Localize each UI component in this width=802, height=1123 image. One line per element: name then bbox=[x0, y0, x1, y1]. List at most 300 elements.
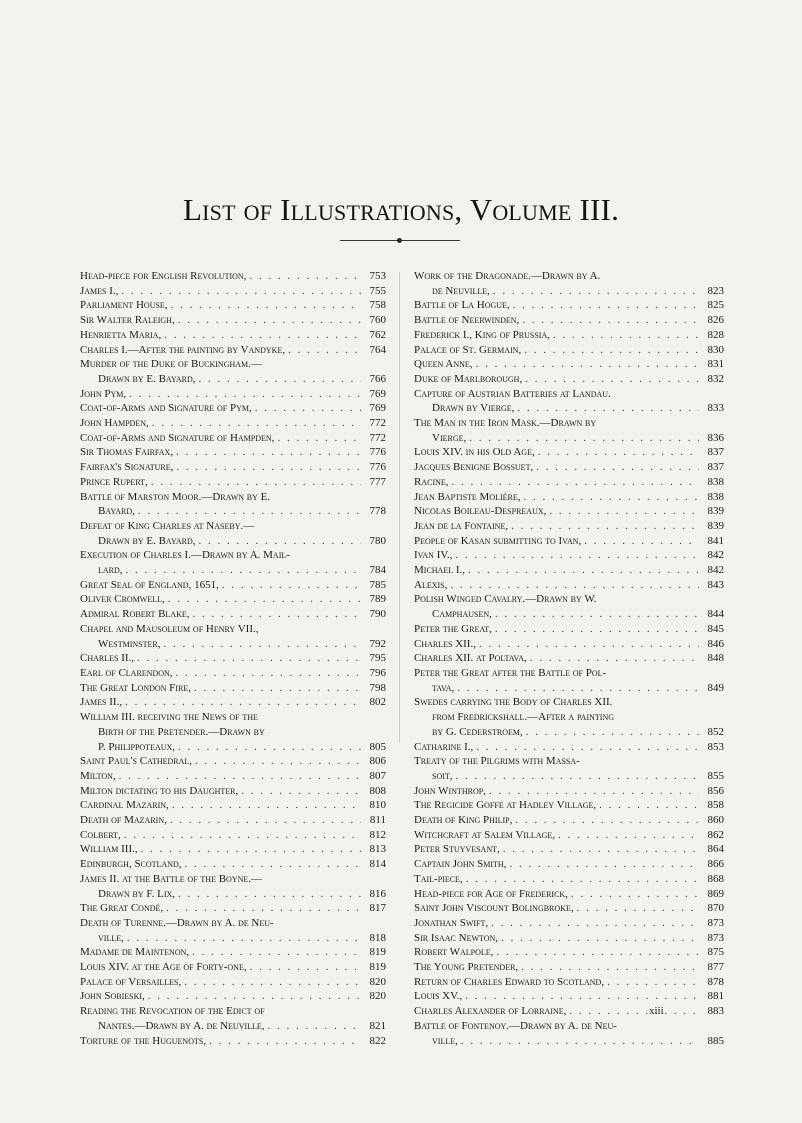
dot-leader bbox=[119, 769, 361, 784]
illustration-entry bbox=[80, 592, 386, 607]
illustration-entry bbox=[80, 769, 386, 784]
illustration-entry bbox=[414, 578, 724, 593]
dot-leader bbox=[479, 637, 699, 652]
illustration-entry bbox=[414, 784, 724, 799]
entry-page-number: 753 bbox=[369, 270, 386, 282]
entry-title: Frederick I., King of Prussia, bbox=[414, 328, 550, 341]
dot-leader bbox=[176, 445, 361, 460]
entry-title: Henrietta Maria, bbox=[80, 328, 162, 341]
entry-page-number: 885 bbox=[707, 1034, 724, 1047]
entry-title: Milton, bbox=[80, 769, 116, 782]
illustration-entry bbox=[80, 798, 386, 813]
entry-title: Coat-of-Arms and Signature of Pym, bbox=[80, 402, 252, 415]
dot-leader bbox=[457, 681, 699, 696]
dot-leader bbox=[493, 284, 699, 299]
illustration-entry bbox=[414, 313, 724, 328]
entry-title: Catharine I., bbox=[414, 740, 474, 753]
entry-title: Torture of the Huguenots, bbox=[80, 1034, 207, 1047]
entry-title-continued: from Fredrickshall.—After a painting bbox=[432, 711, 615, 724]
entry-page-number: 816 bbox=[369, 887, 386, 900]
dot-leader bbox=[255, 401, 361, 416]
illustration-entry bbox=[80, 1004, 386, 1033]
entry-page-number: 766 bbox=[369, 372, 386, 385]
illustration-entry bbox=[80, 975, 386, 990]
dot-leader bbox=[170, 813, 361, 828]
entry-title: The Great Condé, bbox=[80, 902, 164, 915]
dot-leader bbox=[524, 490, 699, 505]
dot-leader bbox=[288, 343, 361, 358]
entry-page-number: 776 bbox=[369, 461, 386, 474]
entry-page-number: 881 bbox=[707, 990, 724, 1003]
illustration-entry bbox=[414, 872, 724, 887]
dot-leader bbox=[199, 372, 362, 387]
entry-title: Charles XII. at Poltava, bbox=[414, 652, 527, 665]
entry-title: Death of Turenne.—Drawn by A. de Neu- bbox=[80, 916, 274, 929]
page-folio: xiii bbox=[649, 1005, 664, 1017]
dot-leader bbox=[517, 401, 699, 416]
entry-title: Peter the Great, bbox=[414, 622, 492, 635]
entry-title-continued: soit, bbox=[432, 769, 453, 782]
entry-page-number: 821 bbox=[369, 1019, 386, 1032]
dot-leader bbox=[195, 754, 361, 769]
entry-page-number: 858 bbox=[707, 799, 724, 812]
dot-leader bbox=[549, 504, 699, 519]
entry-title: Treaty of the Pilgrims with Massa- bbox=[414, 755, 580, 768]
illustration-entry bbox=[80, 1034, 386, 1049]
entry-title: Milton dictating to his Daughter, bbox=[80, 784, 239, 797]
illustration-entry bbox=[80, 548, 386, 577]
entry-page-number: 830 bbox=[707, 343, 724, 356]
illustration-entry bbox=[80, 622, 386, 651]
entry-title: Charles I.—After the painting by Vandyke, bbox=[80, 343, 286, 356]
dot-leader bbox=[526, 725, 699, 740]
dot-leader bbox=[491, 916, 699, 931]
entry-page-number: 877 bbox=[707, 961, 724, 974]
entry-page-number: 873 bbox=[707, 931, 724, 944]
illustration-entry bbox=[80, 754, 386, 769]
entry-page-number: 856 bbox=[707, 784, 724, 797]
entry-page-number: 873 bbox=[707, 916, 724, 929]
illustration-entry bbox=[414, 1019, 724, 1048]
dot-leader bbox=[171, 298, 361, 313]
entry-title: John Hampden, bbox=[80, 417, 149, 430]
dot-leader bbox=[455, 548, 699, 563]
illustration-entry bbox=[80, 578, 386, 593]
dot-leader bbox=[163, 637, 361, 652]
entry-page-number: 843 bbox=[707, 578, 724, 591]
illustration-entry bbox=[414, 357, 724, 372]
illustration-entry bbox=[414, 887, 724, 902]
entry-title: Oliver Cromwell, bbox=[80, 593, 165, 606]
dot-leader bbox=[450, 578, 699, 593]
illustration-entry bbox=[414, 269, 724, 298]
entry-title: Head-piece for English Revolution, bbox=[80, 270, 247, 282]
illustration-entry bbox=[414, 901, 724, 916]
entry-page-number: 842 bbox=[707, 564, 724, 577]
entry-title: Tail-piece, bbox=[414, 872, 463, 885]
entry-page-number: 812 bbox=[369, 828, 386, 841]
entry-page-number: 760 bbox=[369, 314, 386, 327]
dot-leader bbox=[126, 563, 361, 578]
entry-title-continued: Camphausen, bbox=[432, 608, 492, 621]
entry-page-number: 828 bbox=[707, 328, 724, 341]
entry-title: Head-piece for Age of Frederick, bbox=[414, 887, 568, 900]
entry-page-number: 878 bbox=[707, 975, 724, 988]
entry-title: Colbert, bbox=[80, 828, 121, 841]
illustration-entry bbox=[414, 563, 724, 578]
illustration-entry bbox=[414, 651, 724, 666]
entry-title: Saint Paul's Cathedral, bbox=[80, 755, 193, 768]
entry-title: Witchcraft at Salem Village, bbox=[414, 828, 556, 841]
entry-page-number: 870 bbox=[707, 902, 724, 915]
entry-title: The Regicide Goffe at Hadley Village, bbox=[414, 799, 597, 812]
entry-title-continued: Drawn by Vierge, bbox=[432, 402, 515, 415]
dot-leader bbox=[178, 313, 361, 328]
entry-page-number: 823 bbox=[707, 284, 724, 297]
illustration-entry bbox=[414, 475, 724, 490]
entry-title: Reading the Revocation of the Edict of bbox=[80, 1005, 265, 1018]
entry-title: Great Seal of England, 1651, bbox=[80, 578, 219, 591]
entry-title: Jean Baptiste Molière, bbox=[414, 490, 521, 503]
illustration-entry bbox=[414, 460, 724, 475]
entry-page-number: 822 bbox=[369, 1034, 386, 1047]
dot-leader bbox=[250, 960, 361, 975]
dot-leader bbox=[194, 681, 361, 696]
title-ornament-rule bbox=[340, 240, 460, 241]
dot-leader bbox=[495, 607, 699, 622]
illustration-entry bbox=[80, 916, 386, 945]
entry-title: Return of Charles Edward to Scotland, bbox=[414, 975, 605, 988]
entry-title: Admiral Robert Blake, bbox=[80, 608, 190, 621]
entry-page-number: 864 bbox=[707, 843, 724, 856]
entry-page-number: 758 bbox=[369, 299, 386, 312]
entry-page-number: 832 bbox=[707, 372, 724, 385]
illustration-entry bbox=[80, 872, 386, 901]
left-column bbox=[80, 269, 386, 1048]
dot-leader bbox=[178, 887, 361, 902]
entry-page-number: 769 bbox=[369, 387, 386, 400]
dot-leader bbox=[538, 445, 699, 460]
entry-title-continued: lard, bbox=[98, 564, 123, 577]
entry-page-number: 772 bbox=[369, 417, 386, 430]
entry-title: Racine, bbox=[414, 475, 449, 488]
entry-title: Prince Rupert, bbox=[80, 475, 148, 488]
illustration-entry bbox=[80, 607, 386, 622]
entry-title: Battle of Marston Moor.—Drawn by E. bbox=[80, 490, 271, 503]
entry-page-number: 814 bbox=[369, 858, 386, 871]
dot-leader bbox=[577, 901, 699, 916]
dot-leader bbox=[584, 534, 699, 549]
illustration-entry bbox=[80, 431, 386, 446]
dot-leader bbox=[151, 475, 361, 490]
entry-page-number: 838 bbox=[707, 490, 724, 503]
dot-leader bbox=[553, 328, 699, 343]
entry-title: Battle of Fontenoy.—Drawn by A. de Neu- bbox=[414, 1019, 617, 1032]
entry-page-number: 776 bbox=[369, 446, 386, 459]
entry-title-continued: Drawn by E. Bayard, bbox=[98, 372, 196, 385]
entry-title: Palace of St. Germain, bbox=[414, 343, 522, 356]
dot-leader bbox=[466, 872, 699, 887]
dot-leader bbox=[524, 343, 699, 358]
entry-page-number: 839 bbox=[707, 505, 724, 518]
dot-leader bbox=[607, 975, 699, 990]
entry-page-number: 785 bbox=[369, 578, 386, 591]
entry-title-continued: de Neuville, bbox=[432, 284, 490, 297]
illustration-entry bbox=[414, 740, 724, 755]
illustration-entry bbox=[80, 387, 386, 402]
illustration-entry bbox=[80, 284, 386, 299]
dot-leader bbox=[496, 945, 699, 960]
entry-page-number: 762 bbox=[369, 328, 386, 341]
illustration-entry bbox=[80, 445, 386, 460]
illustration-entry bbox=[80, 857, 386, 872]
entry-page-number: 769 bbox=[369, 402, 386, 415]
entry-page-number: 868 bbox=[707, 872, 724, 885]
entry-title: Battle of La Hogue, bbox=[414, 299, 510, 312]
dot-leader bbox=[503, 842, 699, 857]
illustration-entry bbox=[80, 357, 386, 386]
entry-title-continued: Westminster, bbox=[98, 637, 161, 650]
entry-page-number: 764 bbox=[369, 343, 386, 356]
illustration-entry bbox=[414, 842, 724, 857]
entry-page-number: 820 bbox=[369, 975, 386, 988]
entry-title-continued: Nantes.—Drawn by A. de Neuville, bbox=[98, 1019, 265, 1032]
entry-title: Palace of Versailles, bbox=[80, 975, 182, 988]
entry-title: Polish Winged Cavalry.—Drawn by W. bbox=[414, 593, 597, 606]
illustration-entry bbox=[414, 592, 724, 621]
entry-page-number: 838 bbox=[707, 475, 724, 488]
illustration-entry bbox=[80, 842, 386, 857]
illustration-entry bbox=[414, 828, 724, 843]
illustration-entry bbox=[80, 519, 386, 548]
entry-title-continued: ville, bbox=[98, 931, 124, 944]
entry-title: Nicolas Boileau-Despreaux, bbox=[414, 505, 547, 518]
illustration-entry bbox=[414, 298, 724, 313]
illustration-entry bbox=[414, 445, 724, 460]
dot-leader bbox=[599, 798, 699, 813]
dot-leader bbox=[141, 842, 361, 857]
entry-page-number: 819 bbox=[369, 961, 386, 974]
entry-page-number: 853 bbox=[707, 740, 724, 753]
dot-leader bbox=[525, 372, 699, 387]
dot-leader bbox=[476, 357, 699, 372]
entry-title: The Young Pretender, bbox=[414, 961, 519, 974]
dot-leader bbox=[495, 622, 699, 637]
entry-page-number: 813 bbox=[369, 843, 386, 856]
dot-leader bbox=[558, 828, 699, 843]
entry-title: Fairfax's Signature, bbox=[80, 461, 174, 474]
entry-title: Michael I., bbox=[414, 564, 466, 577]
entry-title: Robert Walpole, bbox=[414, 946, 494, 959]
entry-title: Sir Thomas Fairfax, bbox=[80, 446, 174, 459]
entry-page-number: 849 bbox=[707, 681, 724, 694]
entry-title: Sir Isaac Newton, bbox=[414, 931, 499, 944]
entry-title: Louis XIV. in his Old Age, bbox=[414, 446, 535, 459]
illustration-entry bbox=[80, 960, 386, 975]
entry-page-number: 772 bbox=[369, 431, 386, 444]
entry-page-number: 755 bbox=[369, 284, 386, 297]
entry-title: Duke of Marlborough, bbox=[414, 372, 523, 385]
entry-page-number: 855 bbox=[707, 769, 724, 782]
dot-leader bbox=[456, 769, 699, 784]
entry-title: Execution of Charles I.—Drawn by A. Mail- bbox=[80, 549, 290, 562]
illustration-entry bbox=[414, 1004, 724, 1019]
entry-page-number: 777 bbox=[369, 475, 386, 488]
illustration-entry bbox=[414, 975, 724, 990]
dot-leader bbox=[148, 989, 361, 1004]
entry-page-number: 860 bbox=[707, 814, 724, 827]
dot-leader bbox=[511, 519, 699, 534]
entry-title: Louis XV., bbox=[414, 990, 463, 1003]
entry-title-continued: Drawn by E. Bayard, bbox=[98, 534, 196, 547]
illustration-entry bbox=[414, 534, 724, 549]
entry-title: Chapel and Mausoleum of Henry VII., bbox=[80, 622, 259, 635]
illustration-entry bbox=[80, 343, 386, 358]
dot-leader bbox=[509, 857, 699, 872]
entry-title: The Great London Fire, bbox=[80, 681, 191, 694]
entry-page-number: 836 bbox=[707, 431, 724, 444]
entry-title: Jonathan Swift, bbox=[414, 916, 489, 929]
dot-leader bbox=[172, 798, 361, 813]
entry-page-number: 807 bbox=[369, 769, 386, 782]
entry-title: William III. receiving the News of the bbox=[80, 711, 258, 724]
dot-leader bbox=[571, 887, 699, 902]
illustration-entry bbox=[80, 313, 386, 328]
entry-title: John Pym, bbox=[80, 387, 127, 400]
illustration-entry bbox=[414, 622, 724, 637]
entry-title: Captain John Smith, bbox=[414, 858, 507, 871]
entry-title: Charles II., bbox=[80, 652, 135, 665]
entry-title: Madame de Maintenon, bbox=[80, 946, 190, 959]
dot-leader bbox=[121, 284, 361, 299]
illustration-entry bbox=[414, 372, 724, 387]
entry-page-number: 805 bbox=[369, 740, 386, 753]
column-divider bbox=[399, 272, 400, 742]
dot-leader bbox=[178, 740, 361, 755]
entry-page-number: 869 bbox=[707, 887, 724, 900]
entry-title: Defeat of King Charles at Naseby.— bbox=[80, 519, 255, 532]
entry-title: Death of Mazarin, bbox=[80, 814, 167, 827]
dot-leader bbox=[501, 931, 699, 946]
illustration-entry bbox=[80, 945, 386, 960]
illustration-entry bbox=[80, 828, 386, 843]
illustration-entry bbox=[414, 945, 724, 960]
entry-page-number: 848 bbox=[707, 652, 724, 665]
illustration-entry bbox=[414, 519, 724, 534]
entry-title: Work of the Dragonade.—Drawn by A. bbox=[414, 270, 601, 282]
dot-leader bbox=[249, 269, 361, 284]
dot-leader bbox=[137, 651, 361, 666]
entry-page-number: 802 bbox=[369, 696, 386, 709]
entry-page-number: 819 bbox=[369, 946, 386, 959]
dot-leader bbox=[176, 666, 361, 681]
entry-title: Earl of Clarendon, bbox=[80, 666, 173, 679]
illustration-entry bbox=[80, 269, 386, 284]
entry-title: Jean de la Fontaine, bbox=[414, 519, 509, 532]
entry-page-number: 866 bbox=[707, 858, 724, 871]
entry-title: Charles XII., bbox=[414, 637, 476, 650]
illustration-entry bbox=[80, 490, 386, 519]
entry-title: People of Kasan submitting to Ivan, bbox=[414, 534, 582, 547]
dot-leader bbox=[452, 475, 699, 490]
entry-title-continued: by G. Cederstroem, bbox=[432, 725, 523, 738]
dot-leader bbox=[461, 1034, 699, 1049]
illustration-entry bbox=[80, 475, 386, 490]
illustration-entry bbox=[80, 401, 386, 416]
entry-page-number: 852 bbox=[707, 725, 724, 738]
illustration-entry bbox=[80, 416, 386, 431]
dot-leader bbox=[489, 784, 699, 799]
illustration-entry bbox=[414, 754, 724, 783]
illustration-entry bbox=[80, 681, 386, 696]
illustration-entry bbox=[80, 651, 386, 666]
dot-leader bbox=[530, 651, 699, 666]
illustration-entry bbox=[414, 989, 724, 1004]
entry-page-number: 862 bbox=[707, 828, 724, 841]
illustration-entry bbox=[414, 931, 724, 946]
illustration-entry bbox=[414, 343, 724, 358]
illustration-entry bbox=[80, 901, 386, 916]
illustration-entry bbox=[80, 666, 386, 681]
illustration-entry bbox=[80, 813, 386, 828]
illustration-entry bbox=[80, 328, 386, 343]
entry-title: Peter Stuyvesant, bbox=[414, 843, 500, 856]
illustration-entry bbox=[80, 695, 386, 710]
dot-leader bbox=[476, 740, 699, 755]
illustration-entry bbox=[414, 666, 724, 695]
entry-title: Murder of the Duke of Buckingham.— bbox=[80, 358, 262, 371]
entry-page-number: 846 bbox=[707, 637, 724, 650]
illustration-entry bbox=[414, 490, 724, 505]
entry-title: James II. at the Battle of the Boyne.— bbox=[80, 872, 263, 885]
illustration-entry bbox=[414, 328, 724, 343]
entry-page-number: 792 bbox=[369, 637, 386, 650]
entry-title: Swedes carrying the Body of Charles XII. bbox=[414, 696, 613, 709]
right-column bbox=[414, 269, 724, 1048]
illustration-entry bbox=[80, 460, 386, 475]
entry-title: Ivan IV., bbox=[414, 549, 453, 562]
entry-title: James I., bbox=[80, 284, 119, 297]
dot-leader bbox=[521, 960, 699, 975]
entry-title-continued: Drawn by F. Lix, bbox=[98, 887, 176, 900]
illustration-entry bbox=[414, 504, 724, 519]
illustration-entry bbox=[80, 989, 386, 1004]
entry-title-continued: Vierge, bbox=[432, 431, 467, 444]
entry-title: William III., bbox=[80, 843, 138, 856]
entry-page-number: 780 bbox=[369, 534, 386, 547]
illustration-entry bbox=[80, 298, 386, 313]
entry-title: Edinburgh, Scotland, bbox=[80, 858, 182, 871]
entry-title: Jacques Benigne Bossuet, bbox=[414, 461, 534, 474]
dot-leader bbox=[166, 901, 361, 916]
entry-page-number: 778 bbox=[369, 505, 386, 518]
illustration-entry bbox=[414, 416, 724, 445]
entry-title: Capture of Austrian Batteries at Landau. bbox=[414, 387, 611, 400]
dot-leader bbox=[536, 460, 699, 475]
entry-title-continued: Birth of the Pretender.—Drawn by bbox=[98, 725, 265, 738]
entry-page-number: 875 bbox=[707, 946, 724, 959]
page-title: List of Illustrations, Volume III. bbox=[182, 192, 620, 227]
dot-leader bbox=[209, 1034, 361, 1049]
dot-leader bbox=[125, 695, 361, 710]
entry-title: Louis XIV. at the Age of Forty-one, bbox=[80, 961, 247, 974]
entry-page-number: 837 bbox=[707, 446, 724, 459]
entry-title: Coat-of-Arms and Signature of Hampden, bbox=[80, 431, 275, 444]
dot-leader bbox=[277, 431, 361, 446]
entry-title: Queen Anne, bbox=[414, 358, 473, 371]
entry-title: Saint John Viscount Bolingbroke, bbox=[414, 902, 574, 915]
illustration-entry bbox=[80, 710, 386, 754]
